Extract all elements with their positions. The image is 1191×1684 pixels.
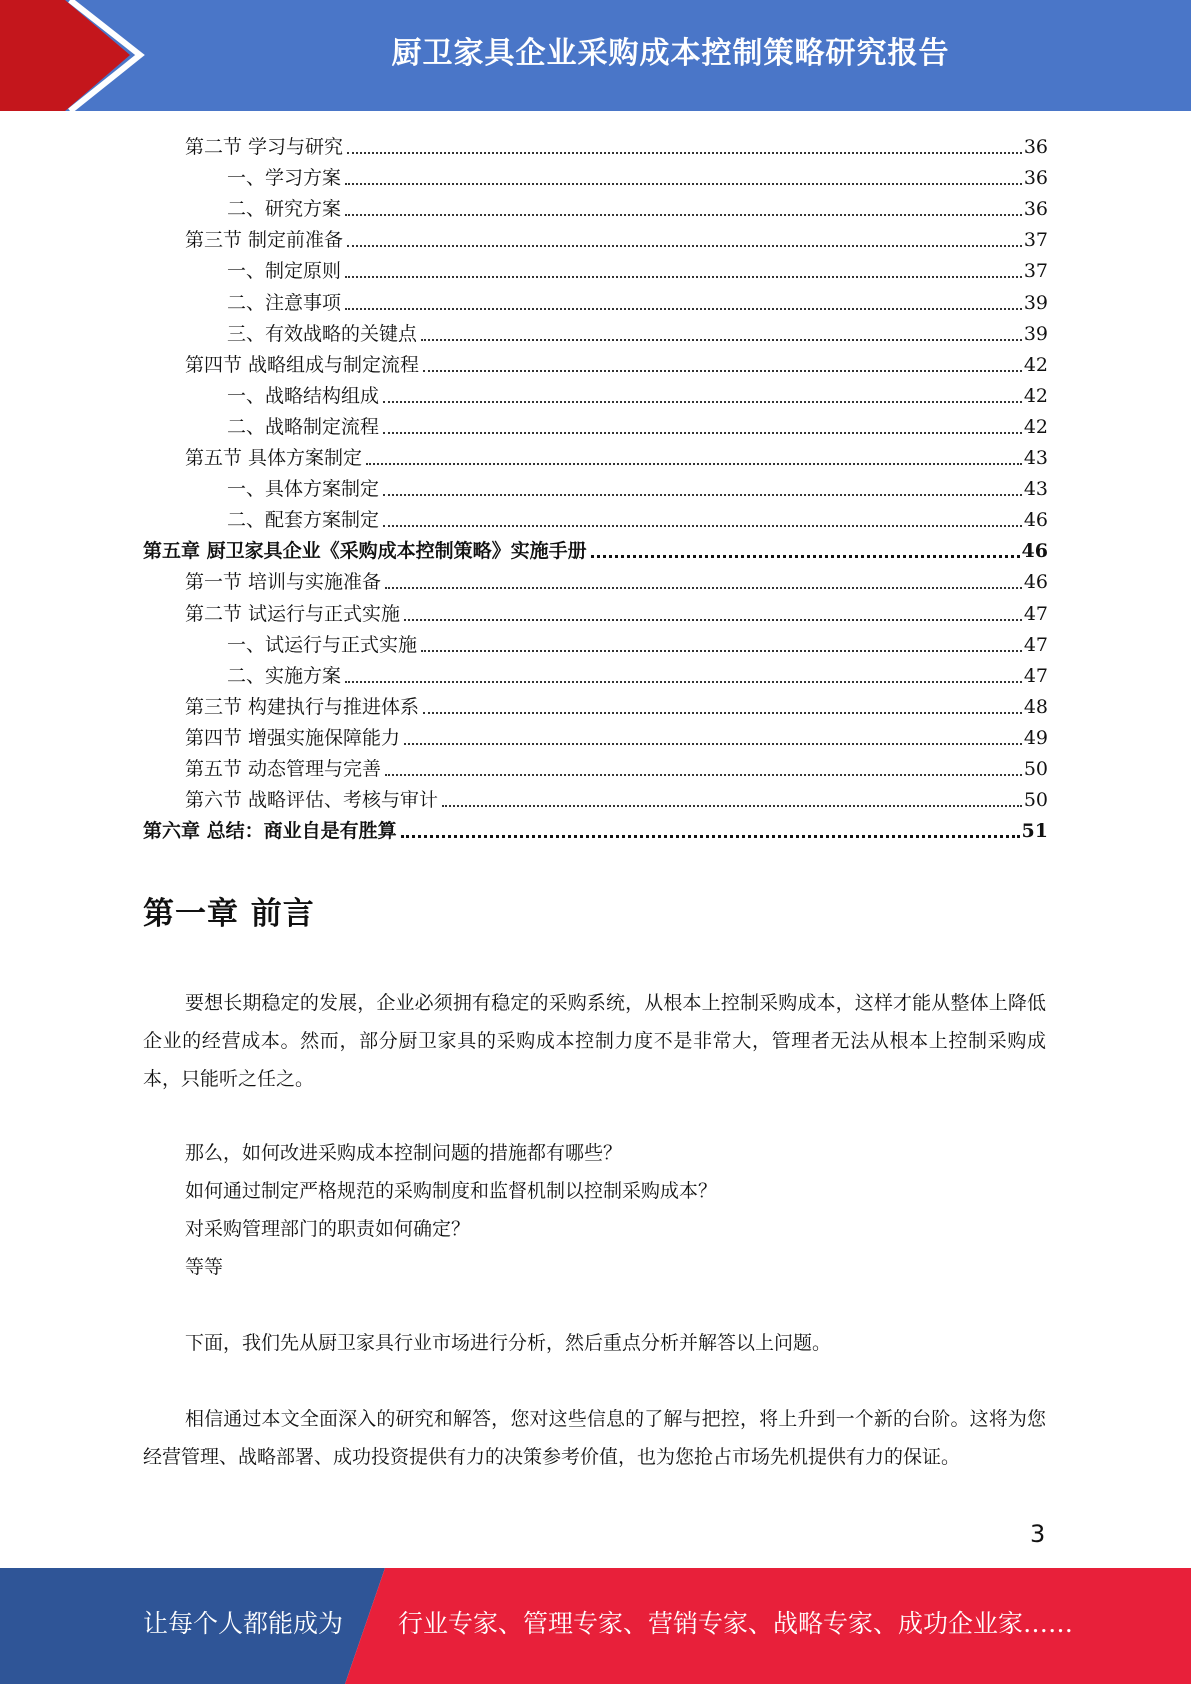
toc-chapter-entry[interactable] xyxy=(143,812,1048,843)
footer-slogan-right: 行业专家、管理专家、营销专家、战略专家、成功企业家…… xyxy=(398,1609,1074,1638)
toc-entry[interactable] xyxy=(227,377,1048,408)
toc-page-number: 50 xyxy=(1023,758,1048,780)
toc-dot-leader xyxy=(366,462,1022,465)
toc-entry-title: 一、学习方案 xyxy=(227,167,342,190)
toc-page-number: 49 xyxy=(1023,726,1048,749)
question-line: 那么，如何改进采购成本控制问题的措施都有哪些？ xyxy=(185,1142,623,1164)
toc-page-number: 46 xyxy=(1023,571,1048,594)
toc-page-number: 47 xyxy=(1023,664,1048,687)
toc-dot-leader xyxy=(347,244,1022,247)
toc-entry[interactable] xyxy=(227,190,1048,221)
toc-page-number: 48 xyxy=(1023,695,1048,718)
toc-dot-leader xyxy=(383,524,1022,527)
toc-dot-leader xyxy=(345,307,1022,310)
toc-entry-title: 二、注意事项 xyxy=(227,291,342,314)
toc-dot-leader xyxy=(345,680,1022,683)
toc-entry-title: 二、研究方案 xyxy=(227,198,342,221)
toc-chapter-entry[interactable] xyxy=(143,532,1048,563)
toc-entry-title: 第六节 战略评估、考核与审计 xyxy=(185,789,439,812)
toc-entry[interactable] xyxy=(227,408,1048,439)
toc-page-number: 46 xyxy=(1021,540,1048,563)
toc-dot-leader xyxy=(347,151,1022,154)
toc-dot-leader xyxy=(383,493,1022,496)
toc-entry-title: 二、战略制定流程 xyxy=(227,415,380,438)
toc-dot-leader xyxy=(423,369,1022,372)
toc-entry[interactable] xyxy=(227,252,1048,283)
toc-page-number: 47 xyxy=(1023,602,1048,625)
toc-entry[interactable] xyxy=(185,719,1048,750)
toc-entry[interactable] xyxy=(185,439,1048,470)
toc-dot-leader xyxy=(421,649,1022,652)
toc-entry-title: 第四节 增强实施保障能力 xyxy=(185,726,401,749)
toc-entry-title: 二、实施方案 xyxy=(227,664,342,687)
toc-entry[interactable] xyxy=(185,595,1048,626)
page-number: 3 xyxy=(1030,1520,1046,1548)
toc-entry-title: 第二节 学习与研究 xyxy=(185,136,344,158)
toc-page-number: 50 xyxy=(1023,789,1048,812)
toc-page-number: 46 xyxy=(1023,509,1048,532)
toc-entry-title: 一、战略结构组成 xyxy=(227,384,380,407)
page-header xyxy=(0,0,1191,111)
toc-entry-title: 三、有效战略的关键点 xyxy=(227,322,418,345)
page-footer xyxy=(0,1568,1191,1684)
toc-dot-leader xyxy=(385,586,1022,589)
toc-entry[interactable] xyxy=(185,563,1048,594)
toc-entry[interactable] xyxy=(185,128,1048,159)
toc-page-number: 51 xyxy=(1021,820,1048,843)
header-arrow-decoration xyxy=(0,0,150,111)
toc-entry-title: 第五章 厨卫家具企业《采购成本控制策略》实施手册 xyxy=(143,540,587,563)
toc-entry[interactable] xyxy=(227,315,1048,346)
toc-entry-title: 第三节 制定前准备 xyxy=(185,229,344,252)
toc-entry-title: 第二节 试运行与正式实施 xyxy=(185,602,401,625)
toc-page-number: 39 xyxy=(1023,322,1048,345)
toc-entry-title: 第一节 培训与实施准备 xyxy=(185,571,382,594)
toc-dot-leader xyxy=(345,275,1022,278)
toc-entry[interactable] xyxy=(227,626,1048,657)
toc-entry-title: 第五节 具体方案制定 xyxy=(185,447,363,469)
toc-dot-leader xyxy=(423,711,1022,714)
toc-entry[interactable] xyxy=(185,688,1048,719)
toc-dot-leader xyxy=(383,400,1022,403)
toc-dot-leader xyxy=(385,773,1022,776)
toc-page-number: 42 xyxy=(1023,353,1048,376)
analysis-paragraph: 下面，我们先从厨卫家具行业市场进行分析，然后重点分析并解答以上问题。 xyxy=(185,1332,832,1354)
intro-paragraph: 要想长期稳定的发展，企业必须拥有稳定的采购系统，从根本上控制采购成本，这样才能从整体上降低企业的经营成本。然而，部分厨卫家具的采购成本控制力度不是非常大，管理者无法从根本上控制采购成本，只能听之任之。 xyxy=(143,992,1046,1090)
toc-page-number: 47 xyxy=(1023,633,1048,656)
chapter-title: 第一章 前言 xyxy=(143,896,315,932)
toc-page-number: 43 xyxy=(1023,478,1048,501)
toc-dot-leader xyxy=(591,554,1020,558)
toc-entry[interactable] xyxy=(185,781,1048,812)
toc-entry[interactable] xyxy=(227,284,1048,315)
toc-page-number: 36 xyxy=(1023,198,1048,221)
toc-dot-leader xyxy=(383,431,1022,434)
question-line: 对采购管理部门的职责如何确定？ xyxy=(185,1218,471,1240)
toc-dot-leader xyxy=(345,182,1022,185)
toc-page-number: 42 xyxy=(1023,384,1048,407)
toc-entry[interactable] xyxy=(227,159,1048,190)
toc-page-number: 37 xyxy=(1023,229,1048,252)
toc-entry-title: 一、具体方案制定 xyxy=(227,478,380,501)
toc-page-number: 36 xyxy=(1023,136,1048,158)
toc-entry[interactable] xyxy=(185,221,1048,252)
toc-page-number: 37 xyxy=(1023,260,1048,283)
toc-entry-title: 第三节 构建执行与推进体系 xyxy=(185,695,420,718)
toc-dot-leader xyxy=(401,834,1020,838)
toc-entry-title: 第四节 战略组成与制定流程 xyxy=(185,353,420,376)
conclusion-paragraph: 相信通过本文全面深入的研究和解答，您对这些信息的了解与把控，将上升到一个新的台阶。这将为您经营管理、战略部署、成功投资提供有力的决策参考价值，也为您抢占市场先机提供有力的保证。 xyxy=(143,1408,1046,1468)
toc-entry[interactable] xyxy=(185,750,1048,781)
toc-entry-title: 一、制定原则 xyxy=(227,260,342,283)
question-line: 等等 xyxy=(185,1256,224,1278)
footer-slogan-left: 让每个人都能成为 xyxy=(143,1609,344,1638)
toc-entry[interactable] xyxy=(227,470,1048,501)
toc-page-number: 43 xyxy=(1023,447,1048,469)
toc-dot-leader xyxy=(442,804,1022,807)
toc-dot-leader xyxy=(345,213,1022,216)
toc-entry-title: 第六章 总结：商业自是有胜算 xyxy=(143,820,397,843)
toc-entry-title: 一、试运行与正式实施 xyxy=(227,633,418,656)
toc-entry[interactable] xyxy=(227,501,1048,532)
toc-entry-title: 二、配套方案制定 xyxy=(227,509,380,532)
question-line: 如何通过制定严格规范的采购制度和监督机制以控制采购成本？ xyxy=(185,1180,718,1202)
toc-entry[interactable] xyxy=(185,346,1048,377)
toc-dot-leader xyxy=(404,742,1022,745)
toc-page-number: 36 xyxy=(1023,167,1048,190)
toc-entry[interactable] xyxy=(227,657,1048,688)
toc-dot-leader xyxy=(404,618,1022,621)
report-title: 厨卫家具企业采购成本控制策略研究报告 xyxy=(391,36,950,71)
toc-page-number: 39 xyxy=(1023,291,1048,314)
toc-dot-leader xyxy=(421,338,1022,341)
toc-entry-title: 第五节 动态管理与完善 xyxy=(185,758,382,780)
toc-page-number: 42 xyxy=(1023,415,1048,438)
